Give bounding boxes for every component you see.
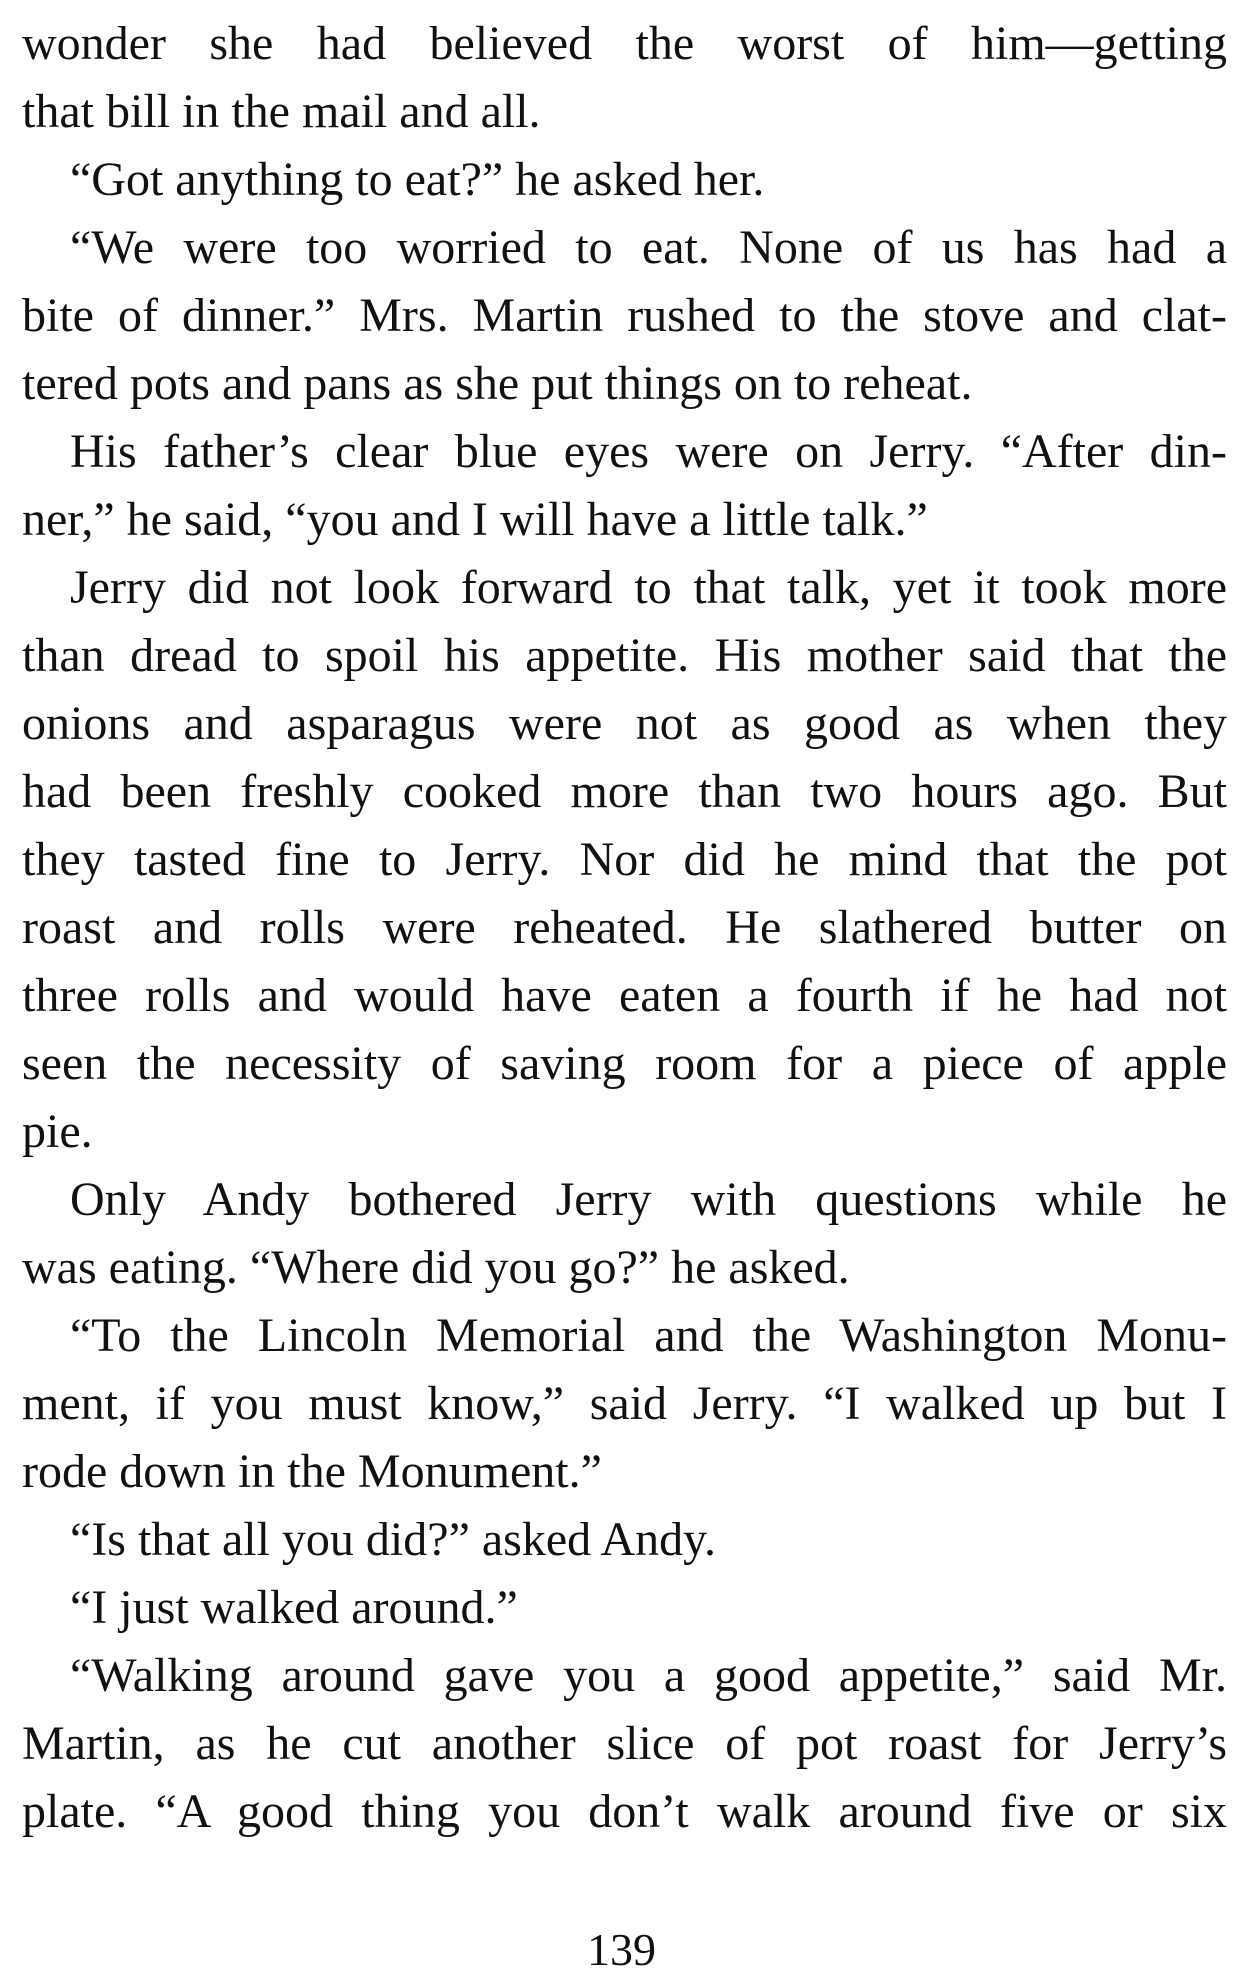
text-line: Jerry did not look forward to that talk, yet it took more bbox=[70, 561, 1227, 614]
text-line: they tasted fine to Jerry. Nor did he mind that the pot bbox=[22, 833, 1227, 886]
text-line: “Is that all you did?” asked Andy. bbox=[70, 1513, 717, 1566]
text-line: seen the necessity of saving room for a piece of apple bbox=[22, 1037, 1227, 1090]
text-line: had been freshly cooked more than two hours ago. But bbox=[22, 765, 1227, 818]
text-line: tered pots and pans as she put things on to reheat. bbox=[22, 357, 973, 410]
text-line: rode down in the Monument.” bbox=[22, 1445, 602, 1498]
text-line: Martin, as he cut another slice of pot roast for Jerry’s bbox=[22, 1717, 1227, 1770]
text-line: bite of dinner.” Mrs. Martin rushed to the stove and clat- bbox=[22, 289, 1227, 342]
text-line: three rolls and would have eaten a fourth if he had not bbox=[22, 969, 1227, 1022]
text-line: ment, if you must know,” said Jerry. “I walked up but I bbox=[22, 1377, 1227, 1430]
text-line: plate. “A good thing you don’t walk around five or six bbox=[22, 1785, 1227, 1838]
text-line: Only Andy bothered Jerry with questions while he bbox=[70, 1173, 1227, 1226]
text-line: onions and asparagus were not as good as when they bbox=[22, 697, 1227, 750]
page-number: 139 bbox=[587, 1924, 656, 1975]
body-text bbox=[22, 10, 1227, 1846]
text-line: pie. bbox=[22, 1105, 93, 1158]
text-line: ner,” he said, “you and I will have a little talk.” bbox=[22, 493, 928, 546]
text-line: “I just walked around.” bbox=[70, 1581, 518, 1634]
text-line: roast and rolls were reheated. He slathered butter on bbox=[22, 901, 1227, 954]
text-line: “Got anything to eat?” he asked her. bbox=[70, 153, 765, 206]
text-line: “We were too worried to eat. None of us has had a bbox=[70, 221, 1227, 274]
text-line: “To the Lincoln Memorial and the Washington Monu- bbox=[70, 1309, 1227, 1362]
text-line: that bill in the mail and all. bbox=[22, 85, 541, 138]
text-line: than dread to spoil his appetite. His mother said that the bbox=[22, 629, 1227, 682]
text-line: was eating. “Where did you go?” he asked. bbox=[22, 1241, 850, 1294]
text-line: His father’s clear blue eyes were on Jerry. “After din- bbox=[70, 425, 1227, 478]
text-line: wonder she had believed the worst of him—getting bbox=[22, 17, 1227, 70]
text-line: “Walking around gave you a good appetite,” said Mr. bbox=[70, 1649, 1227, 1702]
